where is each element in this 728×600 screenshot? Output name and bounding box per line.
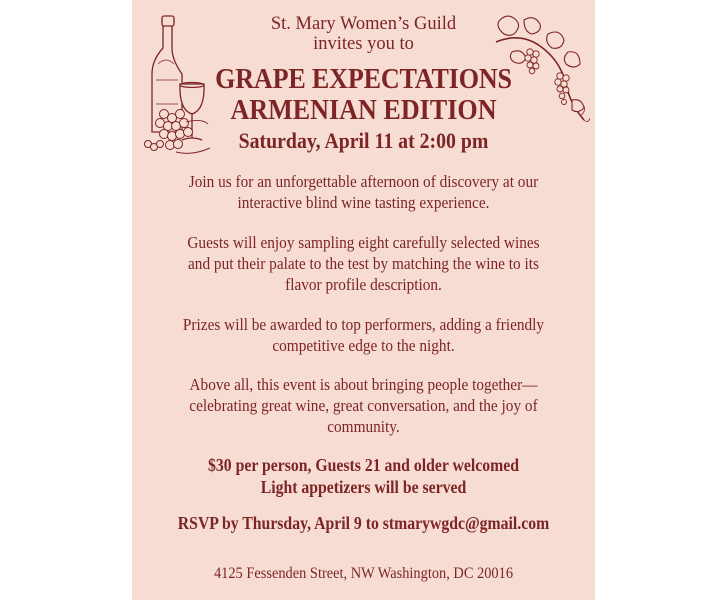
event-title: GRAPE EXPECTATIONS <box>215 63 512 95</box>
tasting-paragraph-line: flavor profile description. <box>285 275 442 294</box>
prizes-paragraph-line: competitive edge to the night. <box>272 336 455 355</box>
tasting-paragraph-line: Guests will enjoy sampling eight carefully selected wines <box>187 233 540 252</box>
intro-paragraph-line: Join us for an unforgettable afternoon of discovery at our <box>188 172 539 191</box>
invite-line: invites you to <box>313 34 414 54</box>
event-subtitle: ARMENIAN EDITION <box>230 94 497 126</box>
prizes-paragraph-line: Prizes will be awarded to top performers, adding a friendly <box>182 315 545 334</box>
community-paragraph-line: Above all, this event is about bringing people together— <box>189 375 538 394</box>
rsvp-line: RSVP by Thursday, April 9 to stmarywgdc@gmail.com <box>177 513 550 533</box>
event-flyer <box>132 0 595 600</box>
intro-paragraph-line: interactive blind wine tasting experience. <box>237 193 490 212</box>
community-paragraph-line: community. <box>327 417 400 436</box>
price-line: $30 per person, Guests 21 and older welcomed <box>208 455 519 475</box>
food-line: Light appetizers will be served <box>260 477 467 497</box>
venue-address: 4125 Fessenden Street, NW Washington, DC 20016 <box>213 565 514 582</box>
tasting-paragraph-line: and put their palate to the test by matching the wine to its <box>188 254 539 273</box>
community-paragraph-line: celebrating great wine, great conversation, and the joy of <box>189 396 538 415</box>
event-date-time: Saturday, April 11 at 2:00 pm <box>238 128 489 153</box>
organization-name: St. Mary Women’s Guild <box>270 14 457 34</box>
